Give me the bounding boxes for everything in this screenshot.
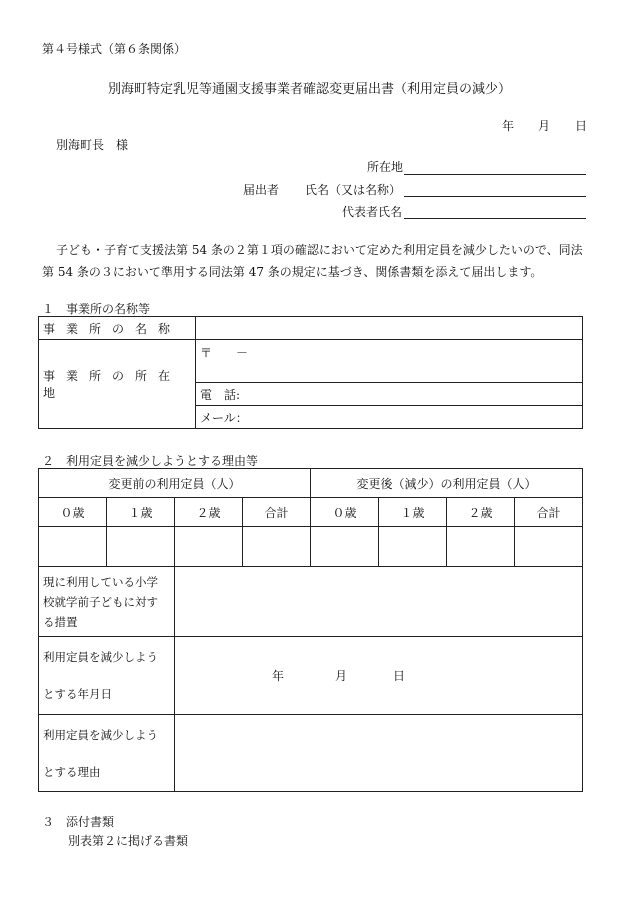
date-month: 月 bbox=[538, 119, 551, 133]
phone-cell[interactable] bbox=[196, 383, 583, 406]
body-text-line1: 子ども・子育て支援法第 54 条の２第１項の確認において定めた利用定員を減少したいので、同法 bbox=[56, 243, 583, 257]
representative-label: 代表者氏名 bbox=[342, 205, 403, 219]
capacity-cell[interactable] bbox=[447, 527, 515, 567]
col-header: ０歳 bbox=[311, 498, 379, 527]
facility-name-cell[interactable] bbox=[196, 317, 583, 340]
postal-label: 〒 － bbox=[200, 346, 249, 360]
name-label: 氏名（又は名称） bbox=[305, 183, 402, 197]
section3-heading: ３ 添付書類 bbox=[42, 815, 115, 829]
notifier-label: 届出者 bbox=[243, 183, 280, 197]
col-header: 合計 bbox=[243, 498, 311, 527]
col-header: ２歳 bbox=[175, 498, 243, 527]
body-text-line2: 第 54 条の３において準用する同法第 47 条の規定に基づき、関係書類を添えて届出します。 bbox=[42, 265, 543, 279]
addressee: 別海町長 様 bbox=[56, 138, 129, 152]
before-capacity-header: 変更前の利用定員（人） bbox=[39, 469, 311, 498]
reduction-date-day: 日 bbox=[393, 669, 406, 683]
capacity-cell[interactable] bbox=[175, 527, 243, 567]
after-capacity-header: 変更後（減少）の利用定員（人） bbox=[311, 469, 583, 498]
postal-cell[interactable] bbox=[196, 340, 583, 383]
capacity-cell[interactable] bbox=[107, 527, 175, 567]
date-year: 年 bbox=[502, 119, 515, 133]
phone-label: 電 話: bbox=[200, 387, 241, 402]
col-header: １歳 bbox=[107, 498, 175, 527]
attachment-item: 別表第２に掲げる書類 bbox=[68, 834, 189, 848]
col-header: １歳 bbox=[379, 498, 447, 527]
reduction-date-cell[interactable] bbox=[175, 637, 583, 715]
reduction-date-year: 年 bbox=[272, 669, 285, 683]
form-number: 第４号様式（第６条関係） bbox=[42, 42, 187, 56]
facility-name-label: 事業所の名称 bbox=[39, 317, 196, 340]
address-field[interactable] bbox=[404, 174, 586, 175]
col-header: ０歳 bbox=[39, 498, 107, 527]
facility-location-label: 事業所の所在地 bbox=[39, 340, 196, 429]
capacity-cell[interactable] bbox=[311, 527, 379, 567]
measures-label: 現に利用している小学 校就学前子どもに対す る措置 bbox=[39, 567, 175, 637]
capacity-cell[interactable] bbox=[39, 527, 107, 567]
representative-field[interactable] bbox=[404, 218, 586, 219]
reduction-reason-label: 利用定員を減少しよう とする理由 bbox=[39, 715, 175, 792]
mail-label: メール： bbox=[200, 410, 248, 425]
document-title: 別海町特定乳児等通園支援事業者確認変更届出書（利用定員の減少） bbox=[108, 82, 512, 97]
section1-heading: １ 事業所の名称等 bbox=[42, 302, 151, 316]
reduction-reason-cell[interactable] bbox=[175, 715, 583, 792]
col-header: 合計 bbox=[515, 498, 583, 527]
capacity-cell[interactable] bbox=[515, 527, 583, 567]
reduction-date-month: 月 bbox=[335, 669, 348, 683]
col-header: ２歳 bbox=[447, 498, 515, 527]
measures-cell[interactable] bbox=[175, 567, 583, 637]
reduction-date-label: 利用定員を減少しよう とする年月日 bbox=[39, 637, 175, 715]
name-field[interactable] bbox=[404, 196, 586, 197]
capacity-cell[interactable] bbox=[243, 527, 311, 567]
section2-heading: ２ 利用定員を減少しようとする理由等 bbox=[42, 454, 259, 468]
capacity-table bbox=[38, 468, 583, 792]
date-day: 日 bbox=[575, 119, 588, 133]
address-label: 所在地 bbox=[367, 160, 404, 174]
capacity-cell[interactable] bbox=[379, 527, 447, 567]
mail-cell[interactable] bbox=[196, 406, 583, 429]
facility-table bbox=[38, 316, 583, 429]
